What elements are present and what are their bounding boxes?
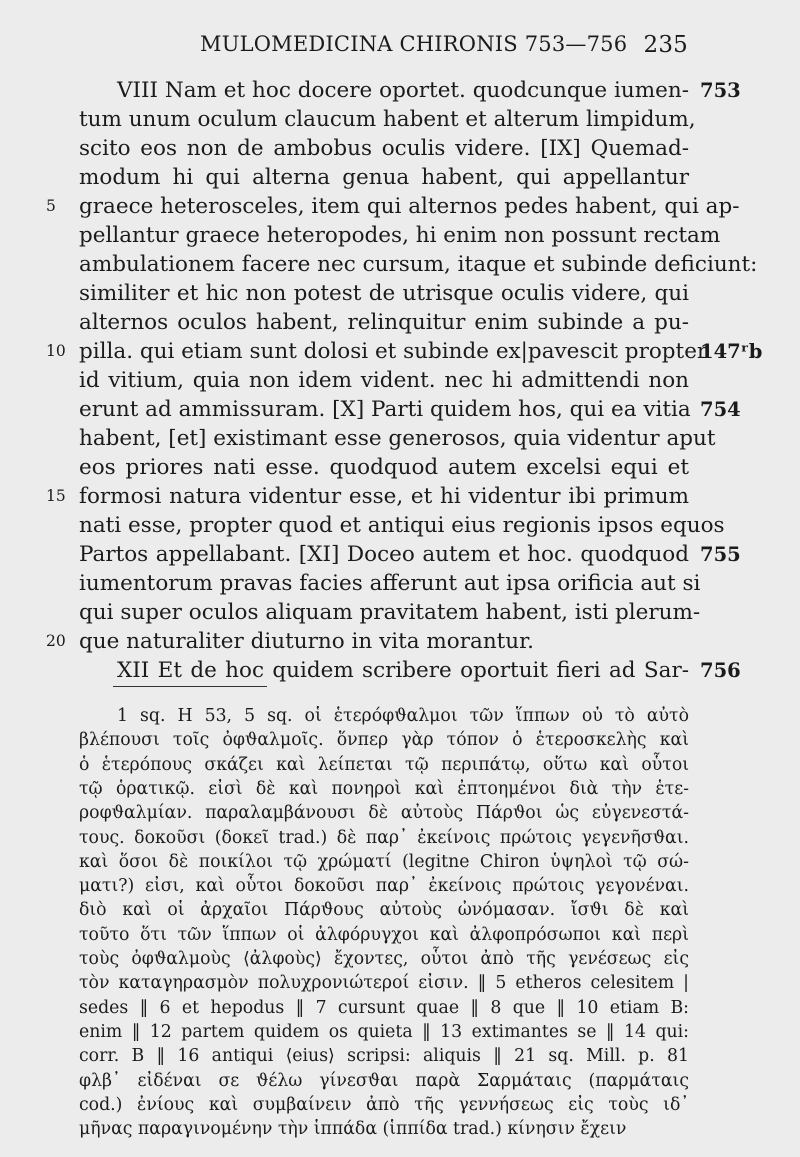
text-line: similiter et hic non potest de utrisque oculis videre, qui bbox=[79, 281, 689, 306]
page-header bbox=[200, 32, 688, 62]
text-line: id vitium, quia non idem vident. nec hi admittendi non bbox=[79, 368, 689, 393]
margin-reference: 755 bbox=[700, 543, 741, 566]
text-line: VIII Nam et hoc docere oportet. quodcunque iumen- bbox=[117, 78, 689, 103]
text-line: qui super oculos aliquam pravitatem habent, isti plerum- bbox=[79, 600, 701, 625]
note-line: καὶ ὅσοι δὲ ποικίλοι τῷ χρώματί (legitne Chiron ὑψηλοὶ τῷ σώ- bbox=[79, 851, 689, 872]
text-line: habent, [et] existimant esse generosos, quia videntur aput bbox=[79, 426, 716, 451]
note-line: μῆνας παραγινομένην τὴν ἱππάδα (ἱππίδα trad.) κίνησιν ἔχειν bbox=[79, 1119, 627, 1140]
footnote-rule bbox=[113, 686, 267, 687]
text-line: que naturaliter diuturno in vita morantur. bbox=[79, 629, 534, 654]
note-line: τοὺς ὀφϑαλμοὺς ⟨ἀλφοὺς⟩ ἔχοντες, οὗτοι ἀπὸ τῆς γενέσεως εἰς bbox=[79, 949, 689, 969]
text-line: pilla. qui etiam sunt dolosi et subinde ex|pavescit propter bbox=[79, 339, 708, 364]
text-line: graece heterosceles, item qui alternos pedes habent, qui ap- bbox=[79, 194, 740, 219]
note-line: τὸν καταγηρασμὸν πολυχρονιώτεροί εἰσιν. ‖ 5 etheros celesitem | bbox=[79, 973, 689, 994]
text-line: XII Et de hoc quidem scribere oportuit fieri ad Sar- bbox=[117, 658, 689, 683]
text-line: ambulationem facere nec cursum, itaque et subinde deficiunt: bbox=[79, 252, 758, 277]
note-line: διὸ καὶ οἱ ἀρχαῖοι Πάρϑους αὐτοὺς ὠνόμασαν. ἴσϑι δὲ καὶ bbox=[79, 900, 689, 921]
text-line: tum unum oculum claucum habent et alterum limpidum, bbox=[79, 107, 696, 132]
note-line: sedes ‖ 6 et hepodus ‖ 7 cursunt quae ‖ 8 que ‖ 10 etiam B: bbox=[79, 997, 689, 1018]
text-line: formosi natura videntur esse, et hi videntur ibi primum bbox=[79, 484, 689, 509]
note-line: φλβ᾽ εἰδέναι σε ϑέλω γίνεσϑαι παρὰ Σαρμάταις (παρμάταις bbox=[79, 1070, 689, 1091]
note-line: τοῦτο ὅτι τῶν ἵππων οἱ ἀλφόρυγχοι καὶ ἀλφοπρόσωποι καὶ περὶ bbox=[79, 924, 689, 945]
text-line: eos priores nati esse. quodquod autem excelsi equi et bbox=[79, 455, 689, 480]
page-number: 235 bbox=[643, 32, 688, 58]
note-line: βλέπουσι τοῖς ὀφϑαλμοῖς. ὅνπερ γὰρ τόπον ὁ ἑτεροσκελὴς καὶ bbox=[79, 730, 689, 751]
note-line: cod.) ἐνίους καὶ συμβαίνειν ἀπὸ τῆς γεννήσεως εἰς τοὺς ιδ᾽ bbox=[79, 1094, 689, 1115]
margin-reference: 753 bbox=[700, 79, 741, 102]
margin-reference: 754 bbox=[700, 398, 741, 421]
line-number: 15 bbox=[46, 487, 66, 505]
margin-reference: 147ʳb bbox=[700, 340, 763, 363]
margin-reference: 756 bbox=[700, 659, 741, 682]
note-line: τους. δοκοῦσι (δοκεῖ trad.) δὲ παρ᾽ ἐκείνοις πρώτοις γεγενῆσϑαι. bbox=[79, 827, 689, 848]
note-line: τῷ ὁρατικῷ. εἰσὶ δὲ καὶ πονηροὶ καὶ ἐπτοημένοι διὰ τὴν ἑτε- bbox=[79, 778, 689, 799]
note-line: ὁ ἑτερόπους σκάζει καὶ λείπεται τῷ περιπάτῳ, οὕτω καὶ οὗτοι bbox=[79, 754, 689, 775]
text-line: modum hi qui alterna genua habent, qui appellantur bbox=[79, 165, 689, 190]
line-number: 10 bbox=[46, 342, 66, 360]
note-line: ματι?) εἰσι, καὶ οὗτοι δοκοῦσι παρ᾽ ἐκείνοις πρώτοις γεγονέναι. bbox=[79, 876, 689, 897]
text-line: pellantur graece heteropodes, hi enim non possunt rectam bbox=[79, 223, 721, 248]
text-line: nati esse, propter quod et antiqui eius regionis ipsos equos bbox=[79, 513, 725, 538]
note-line: ροφϑαλμίαν. παραλαμβάνουσι δὲ αὐτοὺς Πάρϑοι ὡς εὐγενεστά- bbox=[79, 803, 689, 824]
text-line: iumentorum pravas facies afferunt aut ipsa orificia aut si bbox=[79, 571, 701, 596]
line-number: 5 bbox=[46, 197, 56, 215]
note-line: 1 sq. H 53, 5 sq. οἱ ἑτερόφϑαλμοι τῶν ἵππων οὐ τὸ αὐτὸ bbox=[117, 706, 689, 726]
note-line: corr. B ‖ 16 antiqui ⟨eius⟩ scripsi: aliquis ‖ 21 sq. Mill. p. 81 bbox=[79, 1046, 689, 1067]
note-line: enim ‖ 12 partem quidem os quieta ‖ 13 extimantes se ‖ 14 qui: bbox=[79, 1021, 689, 1042]
text-line: alternos oculos habent, relinquitur enim subinde a pu- bbox=[79, 310, 689, 335]
text-line: scito eos non de ambobus oculis videre. [IX] Quemad- bbox=[79, 136, 689, 161]
running-title: MULOMEDICINA CHIRONIS 753—756 bbox=[200, 32, 628, 56]
text-line: erunt ad ammissuram. [X] Parti quidem hos, qui ea vitia bbox=[79, 397, 691, 422]
text-line: Partos appellabant. [XI] Doceo autem et hoc. quodquod bbox=[79, 542, 689, 567]
line-number: 20 bbox=[46, 632, 66, 650]
